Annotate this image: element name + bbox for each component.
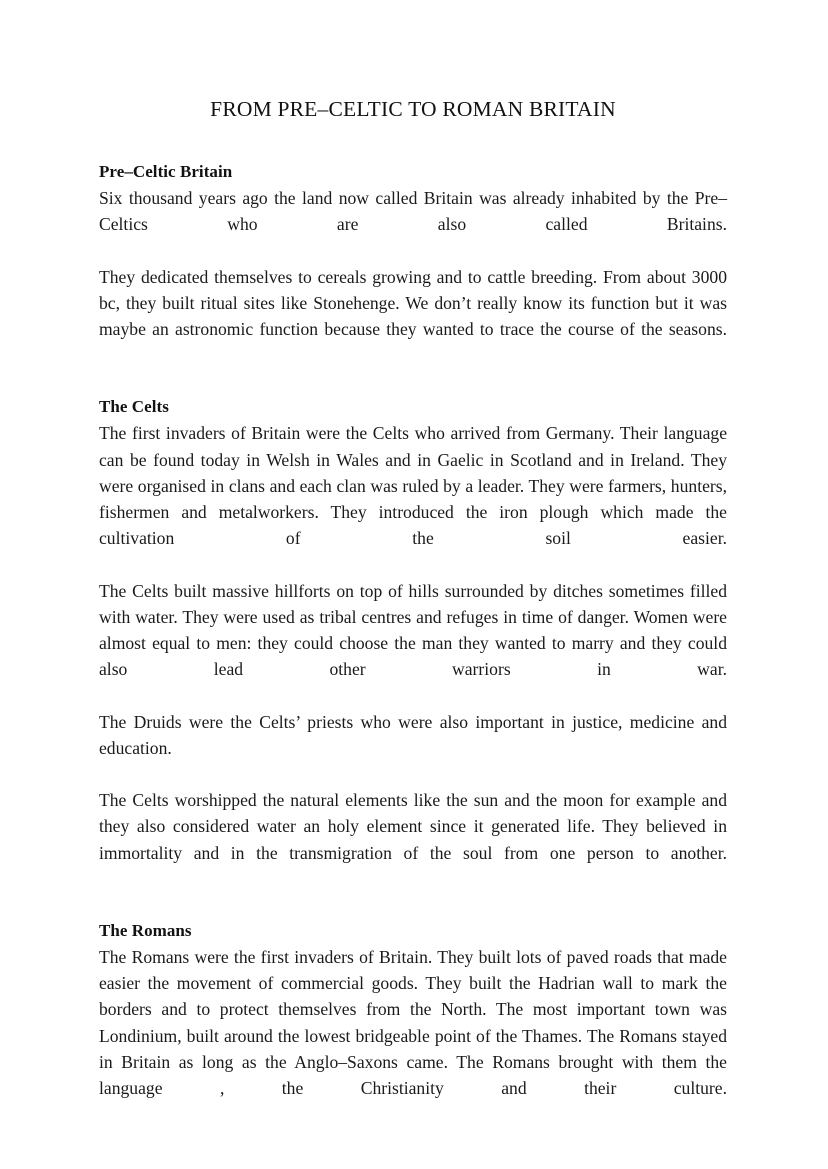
paragraph: The first invaders of Britain were the Celts who arrived from Germany. Their language can be found today in Welsh in Wales and in Gaelic in Scotland and in Ireland. They were organised in clans and each clan was ruled by a leader. They were farmers, hunters, fishermen and metalworkers. They introduced the iron plough which made the cultivation of the soil easier.	[99, 423, 727, 549]
section-pre-celtic-britain	[99, 159, 727, 368]
section-heading-pre-celtic-britain: Pre–Celtic Britain	[99, 162, 233, 181]
paragraph: The Celts built massive hillforts on top of hills surrounded by ditches sometimes filled with water. They were used as tribal centres and refuges in time of danger. Women were almost equal to men: they could choose the man they wanted to marry and they could also lead other warriors in war.	[99, 580, 727, 680]
document-body	[99, 95, 727, 1128]
section-the-celts	[99, 394, 727, 892]
section-heading-the-celts: The Celts	[99, 397, 169, 417]
paragraph: The Romans were the first invaders of Britain. They built lots of paved roads that made easier the movement of commercial goods. They built the Hadrian wall to mark the borders and to protect themselves from the North. The most important town was Londinium, built around the lowest bridgeable point of the Thames. The Romans stayed in Britain as long as the Anglo–Saxons came. The Romans brought with them the language , the Christianity and their culture.	[99, 947, 727, 1099]
paragraph: Six thousand years ago the land now called Britain was already inhabited by the Pre–Celtics who are also called Britains.	[99, 188, 727, 235]
section-heading-the-romans: The Romans	[99, 921, 192, 941]
paragraph: The Celts worshipped the natural elements like the sun and the moon for example and they also considered water an holy element since it generated life. They believed in immortality and in the transmigration of the soul from one person to another.	[99, 790, 727, 863]
paragraph: They dedicated themselves to cereals growing and to cattle breeding. From about 3000 bc, they built ritual sites like Stonehenge. We don’t really know its function but it was maybe an astronomic function because they wanted to trace the course of the seasons.	[99, 266, 727, 340]
paragraph: The Druids were the Celts’ priests who were also important in justice, medicine and education.	[99, 711, 727, 758]
page-title: FROM PRE–CELTIC TO ROMAN BRITAIN	[210, 97, 616, 121]
section-the-romans	[99, 918, 727, 1127]
